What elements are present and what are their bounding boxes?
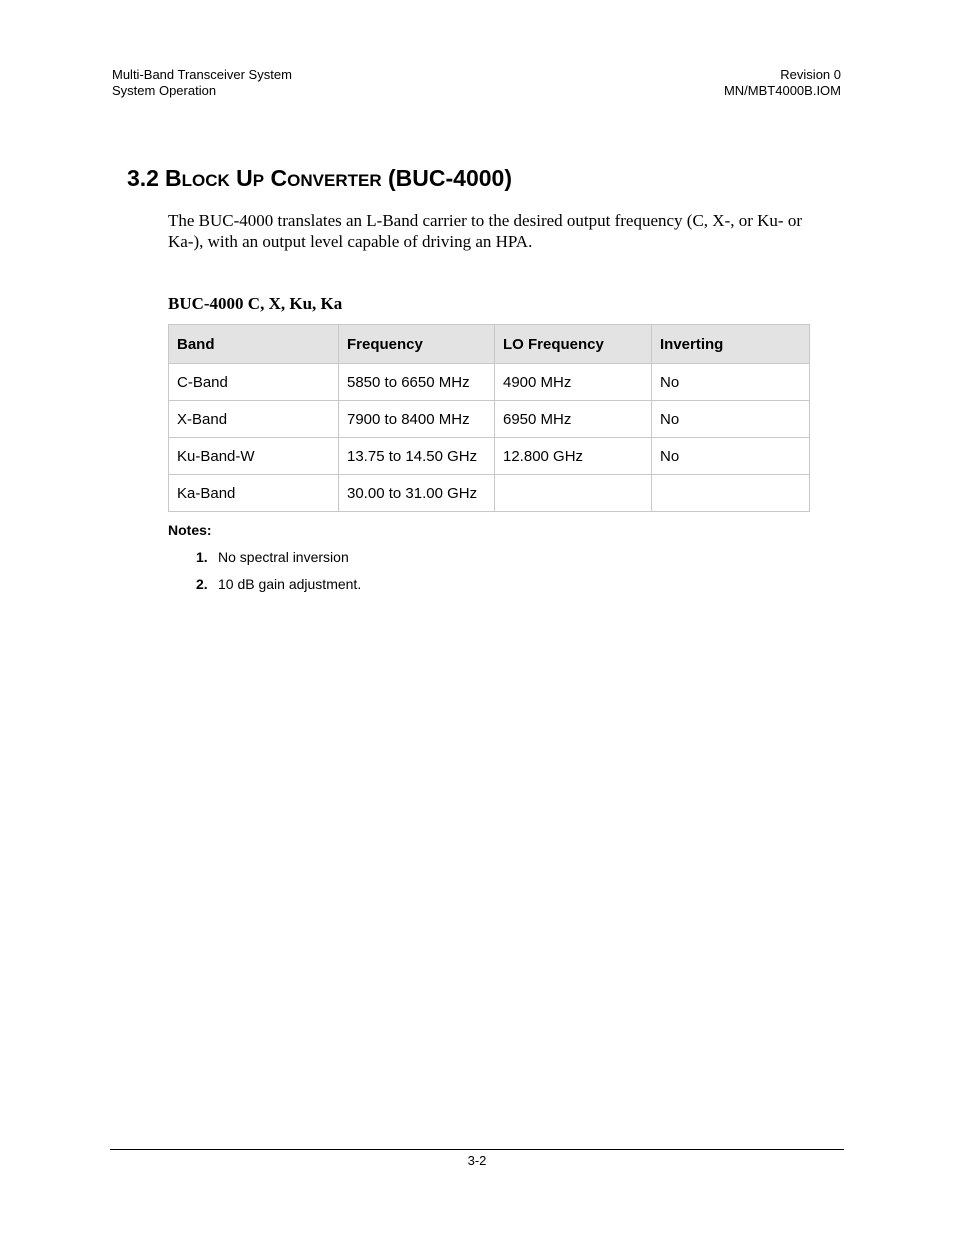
cell-lo-frequency <box>495 475 652 512</box>
header-document-title: Multi-Band Transceiver System <box>112 67 292 82</box>
column-header-inverting: Inverting <box>652 325 810 364</box>
cell-band: Ka-Band <box>169 475 339 512</box>
title-cap-b: B <box>164 165 182 191</box>
cell-frequency: 30.00 to 31.00 GHz <box>339 475 495 512</box>
cell-inverting: No <box>652 438 810 475</box>
table-row <box>169 475 810 512</box>
cell-frequency: 5850 to 6650 MHz <box>339 364 495 401</box>
cell-inverting: No <box>652 401 810 438</box>
title-smallcaps-onverter: ONVERTER <box>287 171 382 190</box>
title-cap-c: C <box>270 165 288 191</box>
section-heading <box>127 163 512 196</box>
title-model: (BUC-4000) <box>388 165 512 191</box>
title-smallcaps-lock: LOCK <box>181 171 230 190</box>
note-number: 2. <box>196 576 208 592</box>
title-smallcaps-p: P <box>252 171 265 190</box>
cell-band: C-Band <box>169 364 339 401</box>
note-item <box>196 575 361 602</box>
notes-label: Notes: <box>168 522 212 538</box>
cell-band: Ku-Band-W <box>169 438 339 475</box>
column-header-frequency: Frequency <box>339 325 495 364</box>
table-title: BUC-4000 C, X, Ku, Ka <box>168 294 343 313</box>
cell-frequency: 7900 to 8400 MHz <box>339 401 495 438</box>
cell-lo-frequency: 6950 MHz <box>495 401 652 438</box>
intro-paragraph: The BUC-4000 translates an L-Band carrier to the desired output frequency (C, X-, or Ku- or Ka-), with an output level capable of driving an HPA. <box>168 211 802 251</box>
page-header-right <box>724 67 841 99</box>
section-number: 3.2 <box>127 165 159 191</box>
title-cap-u: U <box>236 165 253 191</box>
column-header-lo-frequency: LO Frequency <box>495 325 652 364</box>
header-document-number: MN/MBT4000B.IOM <box>723 83 841 98</box>
table-row <box>169 401 810 438</box>
notes-list <box>196 548 361 602</box>
page-number: 3-2 <box>467 1153 487 1168</box>
table-header-row <box>169 325 810 364</box>
table-row <box>169 438 810 475</box>
band-spec-table <box>168 324 810 512</box>
cell-inverting <box>652 475 810 512</box>
note-text: 10 dB gain adjustment. <box>218 576 362 592</box>
column-header-band: Band <box>169 325 339 364</box>
cell-band: X-Band <box>169 401 339 438</box>
cell-lo-frequency: 12.800 GHz <box>495 438 652 475</box>
header-revision: Revision 0 <box>780 67 841 82</box>
note-number: 1. <box>196 549 208 565</box>
table-row <box>169 364 810 401</box>
cell-frequency: 13.75 to 14.50 GHz <box>339 438 495 475</box>
header-chapter-title: System Operation <box>112 83 217 98</box>
note-item <box>196 548 361 575</box>
cell-inverting: No <box>652 364 810 401</box>
note-text: No spectral inversion <box>218 549 349 565</box>
cell-lo-frequency: 4900 MHz <box>495 364 652 401</box>
footer-divider <box>110 1149 844 1150</box>
page-header-left <box>112 67 292 99</box>
